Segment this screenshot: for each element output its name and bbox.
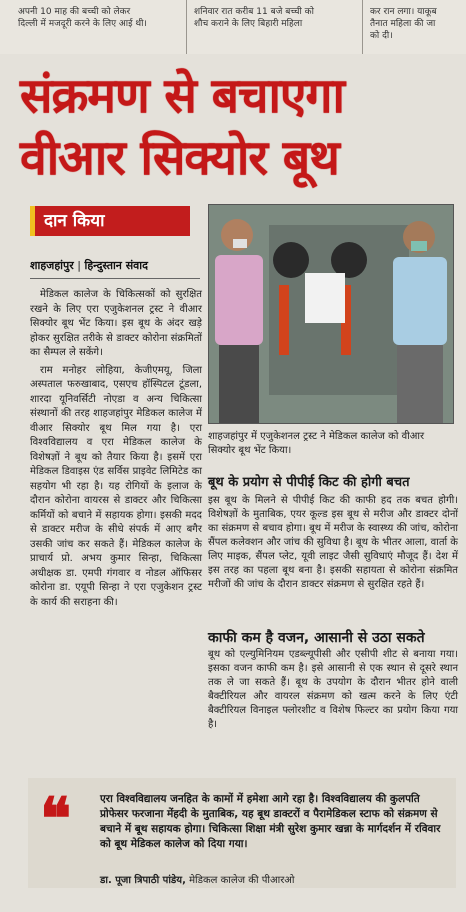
glove-left (279, 285, 289, 355)
top-column-1: अपनी 10 माह की बच्ची को लेकर दिल्ली में मजदूरी करने के लिए आई थी। (18, 7, 147, 29)
quote-mark-icon: ❝ (40, 785, 72, 853)
body-paragraph: मेडिकल कालेज के चिकित्सकों को सुरक्षित रखने के लिए एरा एजुकेशनल ट्रस्ट ने वीआर सिक्योर बूथ भेंट किया। इस बूथ के अंदर खड़े होकर सुरक्षित तरीके से डाक्टर कोरोना संक्रमितों का सैम्पल ले सकेंगे। (30, 289, 202, 358)
person-right-mask (411, 241, 427, 251)
photo-illustration (209, 205, 453, 423)
subheading-weight: काफी कम है वजन, आसानी से उठा सकते (208, 630, 425, 646)
person-left-mask (233, 239, 247, 248)
body-paragraph: राम मनोहर लोहिया, केजीएमयू, जिला अस्पताल फरुखाबाद, एसएच हॉस्पिटल टूंडला, शारदा यूनिवर्सिटी नोएडा व अन्य चिकित्सा संस्थानों की तरह शाहजहांपुर मेडिकल कालेज में वीआर सिक्योर बूथ मिल गया है। एरा विश्वविद्यालय व एरा मेडिकल कालेज के विशेषज्ञों ने बूथ को तैयार किया है। इसमें एरा मेडिकल डिवाइस एंड सर्विस प्राइवेट लिमिटेड का सहयोग भी रहा है। यह रोगियों के इलाज के दौरान कोरोना वायरस से डाक्टर और चिकित्सा कर्मियों को बचाने में सहायक होगा। इसकी मदद से डाक्टर मरीज के सीधे संपर्क में आए बगैर उसकी जांच कर सकते हैं। मेडिकल कालेज के प्राचार्य प्रो. अभय कुमार सिन्हा, चिकित्सा अधीक्षक डा. एमपी गंगवार व नोडल ऑफिसर कोरोना डा. एयूपी सिन्हा ने एरा एजुकेशन ट्रस्ट के कार्य की सराहना की। (30, 364, 202, 608)
news-photo (208, 204, 454, 424)
byline (30, 258, 148, 273)
column-divider (186, 0, 187, 54)
person-left-shirt (215, 255, 263, 345)
photo-caption: शाहजहांपुर में एजुकेशनल ट्रस्ट ने मेडिकल कालेज को वीआर सिक्योर बूथ भेंट किया। (208, 431, 425, 456)
person-right-trousers (397, 345, 443, 423)
quote-author-role: मेडिकल कालेज की पीआरओ (189, 875, 295, 886)
article-body-column (30, 288, 202, 613)
handover-document (305, 273, 345, 323)
quote-text: एरा विश्वविद्यालय जनहित के कामों में हमेशा आगे रहा है। विश्वविद्यालय की कुलपति प्रोफेसर फरजाना मेंहदी के मुताबिक, यह बूथ डाक्टरों व पैरामेडिकल स्टाफ को संक्रमण से बचाने में बूथ सहायक होगा। चिकित्सा शिक्षा मंत्री सुरेश कुमार खन्ना के मार्गदर्शन में रविवार को बूथ मेडिकल कालेज को दिया गया। (100, 793, 441, 850)
top-column-2: शनिवार रात करीब 11 बजे बच्ची को शौच कराने के लिए बिहारी महिला (194, 7, 314, 29)
glove-port-left (273, 242, 309, 278)
person-right-shirt (393, 257, 447, 345)
headline-line-2: वीआर सिक्योर बूथ (20, 130, 339, 186)
previous-article-strip (0, 0, 466, 54)
byline-rule (30, 278, 200, 279)
byline-separator: | (73, 259, 85, 272)
quote-author (100, 872, 295, 886)
badge-accent-bar (30, 206, 35, 236)
subheading-ppe-kit: बूथ के प्रयोग से पीपीई किट की होगी बचत (208, 475, 410, 490)
person-left-trousers (219, 345, 259, 423)
section-badge: दान किया (30, 206, 190, 236)
top-column-3: कर रान लगा। याकूब तैनात महिला की जा को दी। (370, 7, 437, 41)
byline-place: शाहजहांपुर (30, 259, 74, 272)
section-ppe-kit-text: इस बूथ के मिलने से पीपीई किट की काफी हद तक बचत होगी। विशेषज्ञों के मुताबिक, एयर कूल्ड इस बूथ से मरीज और डाक्टर दोनों का संक्रमण से बचाव होगा। बूथ में मरीज के स्वास्थ्य की जांच, कोरोना सैंपल कलेक्शन और जांच की सुविधा है। बूथ के भीतर आला, वार्ता के लिए माइक, सैंपल प्लेट, यूवी लाइट जैसी सुविधाएं मौजूद हैं। देश में इस तरह का पहला बूथ बना है। इसकी सहायता से कोरोना संक्रमित मरीजों की जांच के दौरान डाक्टर संक्रमण से सुरक्षित रहते हैं। (208, 495, 458, 590)
headline-line-1: संक्रमण से बचाएगा (20, 68, 344, 124)
column-divider (362, 0, 363, 54)
quote-author-name: डा. पूजा त्रिपाठी पांडेय, (100, 875, 186, 886)
glove-port-right (331, 242, 367, 278)
section-weight-text: बूथ को एल्युमिनियम एडब्ल्यूपीसी और एसीपी शीट से बनाया गया। इसका वजन काफी कम है। इसे आसानी से एक स्थान से दूसरे स्थान तक ले जा सकते हैं। बूथ के उपयोग के दौरान भीतर होने वाली बैक्टीरियल और वायरल संक्रमण को खत्म करने के लिए एंटी बैक्टीरियल विनाइल फ्लोरशीट व विशेष फिल्टर का प्रयोग किया गया है। (208, 649, 458, 730)
byline-source: हिन्दुस्तान संवाद (84, 259, 148, 272)
